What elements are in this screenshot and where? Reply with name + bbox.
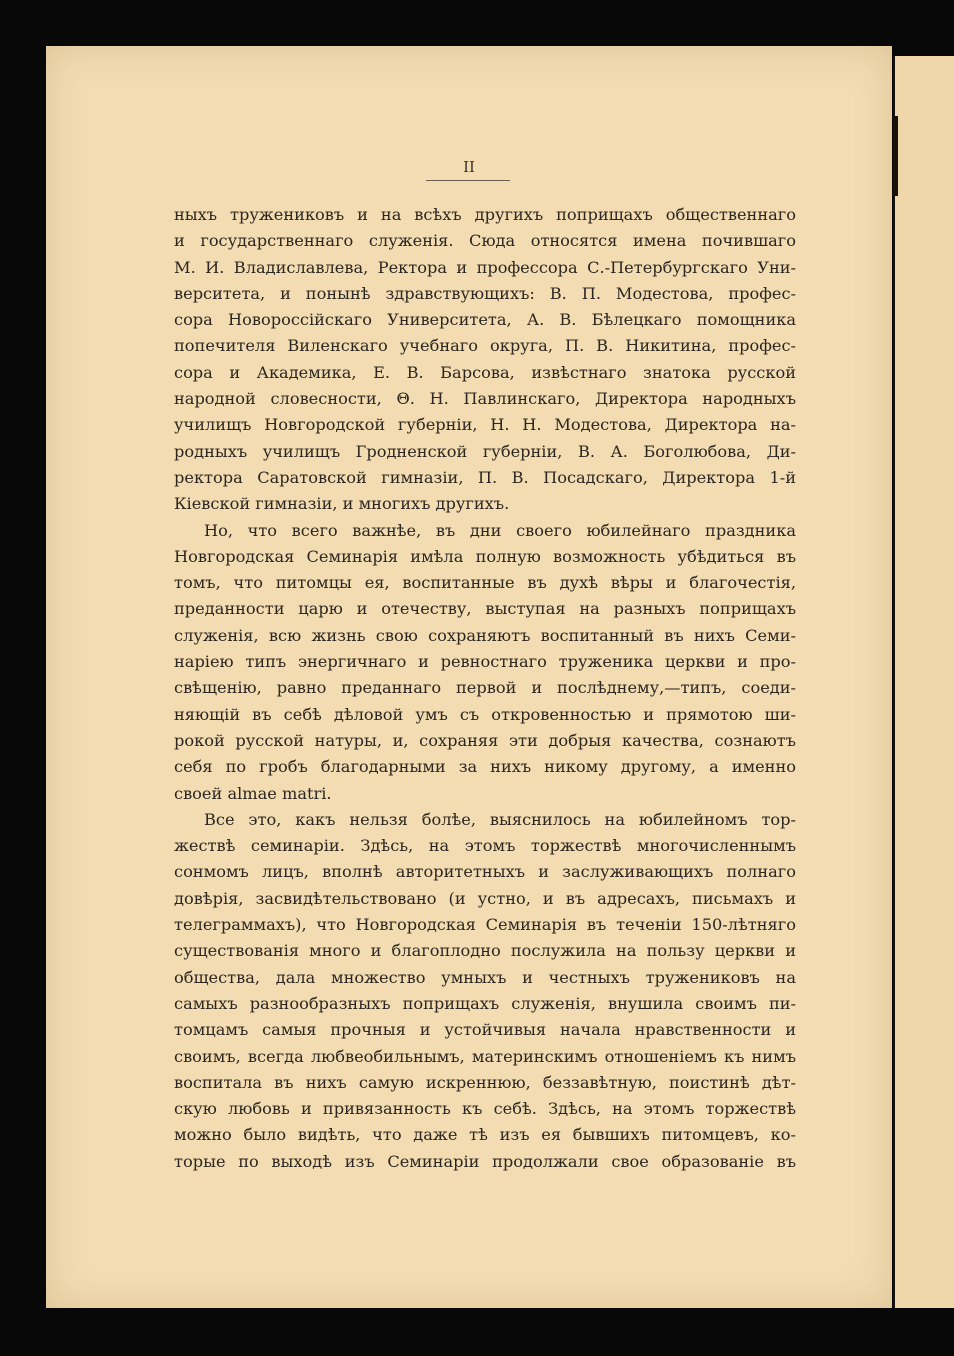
- text-line: можно было видѣть, что даже тѣ изъ ея бывшихъ питомцевъ, ко-: [174, 1125, 796, 1145]
- text-line: скую любовь и привязанность къ себѣ. Здѣсь, на этомъ торжествѣ: [174, 1099, 796, 1119]
- text-line: ныхъ тружениковъ и на всѣхъ другихъ поприщахъ общественнаго: [174, 205, 796, 224]
- text-line: себя по гробъ благодарными за нихъ никому другому, а именно: [174, 757, 796, 777]
- text-line: своимъ, всегда любвеобильнымъ, материнскимъ отношеніемъ къ нимъ: [174, 1046, 796, 1066]
- text-line: сонмомъ лицъ, вполнѣ авторитетныхъ и заслуживающихъ полнаго: [174, 862, 796, 882]
- text-line: общества, дала множество умныхъ и честныхъ тружениковъ на: [174, 967, 796, 987]
- book-page: [46, 46, 892, 1308]
- text-line: своей almae matri.: [174, 783, 332, 803]
- text-line: свѣщенію, равно преданнаго первой и послѣднему,—типъ, соеди-: [174, 678, 796, 698]
- text-line: Но, что всего важнѣе, въ дни своего юбилейнаго праздника: [204, 520, 796, 540]
- body-text: [174, 202, 796, 1175]
- text-line: служенія, всю жизнь свою сохраняютъ воспитанный въ нихъ Семи-: [174, 625, 796, 645]
- text-line: попечителя Виленскаго учебнаго округа, П. В. Никитина, профес-: [174, 336, 796, 356]
- text-line: наріею типъ энергичнаго и ревностнаго труженика церкви и про-: [174, 652, 796, 672]
- text-line: томцамъ самыя прочныя и устойчивыя начала нравственности и: [174, 1020, 796, 1040]
- text-line: довѣрія, засвидѣтельствовано (и устно, и въ адресахъ, письмахъ и: [174, 888, 796, 908]
- text-line: родныхъ училищъ Гродненской губерніи, В. А. Боголюбова, Ди-: [174, 441, 796, 461]
- text-line: томъ, что питомцы ея, воспитанные въ духѣ вѣры и благочестія,: [174, 573, 796, 593]
- text-line: няющій въ себѣ дѣловой умъ съ откровенностью и прямотою ши-: [174, 704, 796, 724]
- text-line: торые по выходѣ изъ Семинаріи продолжали свое образованіе въ: [174, 1151, 796, 1171]
- text-line: М. И. Владиславлева, Ректора и профессора С.-Петербургскаго Уни-: [174, 257, 796, 277]
- text-line: сора и Академика, Е. В. Барсова, извѣстнаго знатока русской: [174, 362, 796, 382]
- header-rule: [426, 180, 510, 181]
- text-line: самыхъ разнообразныхъ поприщахъ служенія, внушила своимъ пи-: [174, 993, 796, 1013]
- text-line: существованія много и благоплодно послужила на пользу церкви и: [174, 941, 796, 961]
- text-line: Новгородская Семинарія имѣла полную возможность убѣдиться въ: [174, 546, 796, 566]
- text-line: верситета, и понынѣ здравствующихъ: В. П. Модестова, профес-: [174, 283, 796, 303]
- text-line: телеграммахъ), что Новгородская Семинарія въ теченіи 150-лѣтняго: [174, 915, 796, 935]
- text-line: Все это, какъ нельзя болѣе, выяснилось на юбилейномъ тор-: [204, 809, 796, 829]
- text-line: преданности царю и отечеству, выступая на разныхъ поприщахъ: [174, 599, 796, 619]
- text-line: ректора Саратовской гимназіи, П. В. Посадскаго, Директора 1-й: [174, 467, 796, 487]
- text-line: училищъ Новгородской губерніи, Н. Н. Модестова, Директора на-: [174, 415, 796, 435]
- text-line: Кіевской гимназіи, и многихъ другихъ.: [174, 494, 510, 514]
- text-line: воспитала въ нихъ самую искреннюю, беззавѣтную, поистинѣ дѣт-: [174, 1072, 796, 1092]
- text-line: жествѣ семинаріи. Здѣсь, на этомъ торжествѣ многочисленнымъ: [174, 836, 796, 856]
- page-number: II: [463, 158, 475, 176]
- text-line: народной словесности, Θ. Н. Павлинскаго, Директора народныхъ: [174, 389, 796, 409]
- text-line: сора Новороссійскаго Университета, А. В. Бѣлецкаго помощника: [174, 310, 796, 330]
- page-edge-mark: [895, 116, 898, 196]
- adjacent-page-edge: [893, 56, 954, 1308]
- text-line: и государственнаго служенія. Сюда относятся имена почившаго: [174, 231, 796, 251]
- text-line: рокой русской натуры, и, сохраняя эти добрыя качества, сознаютъ: [174, 730, 796, 750]
